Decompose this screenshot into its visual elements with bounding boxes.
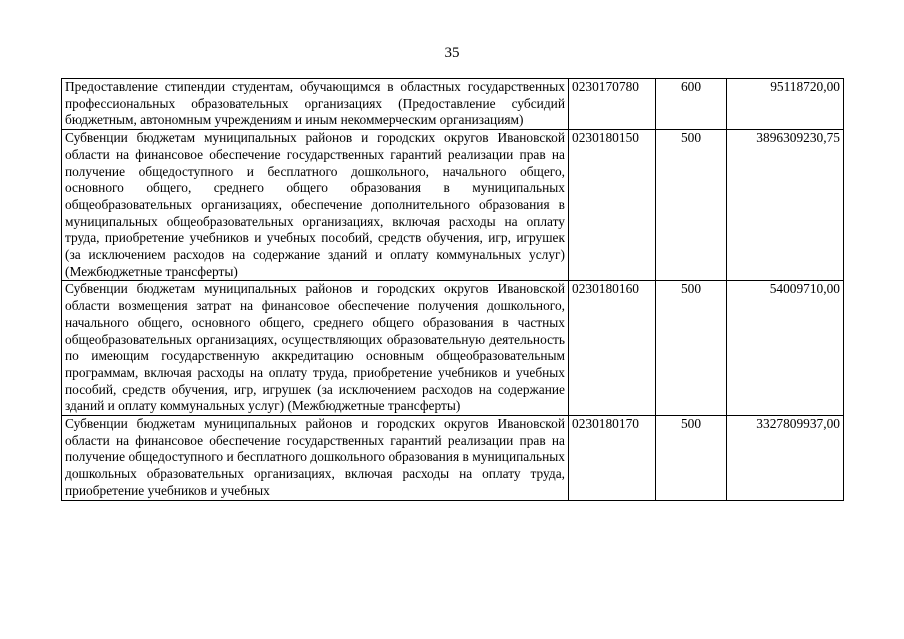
row-code-cell: 0230180150 bbox=[569, 130, 656, 281]
page-number: 35 bbox=[444, 45, 460, 61]
row-type-cell: 500 bbox=[656, 130, 727, 281]
row-name-cell: Субвенции бюджетам муниципальных районов и городских округов Ивановской области на финансовое обеспечение государственных гарантий реализации прав на получение общедоступного и бесплатного дошкольного, начального общего, основного общего, среднего общего образования в муниципальных общеобразовательных организациях, обеспечение дополнительного образования в муниципальных общеобразовательных организациях, включая расходы на оплату труда, приобретение учебников и учебных пособий, средств обучения, игр, игрушек (за исключением расходов на содержание зданий и оплату коммунальных услуг) (Межбюджетные трансферты) bbox=[62, 130, 569, 281]
row-type-cell: 600 bbox=[656, 79, 727, 130]
table-row bbox=[62, 79, 844, 130]
budget-table bbox=[61, 78, 844, 501]
row-name-cell: Субвенции бюджетам муниципальных районов и городских округов Ивановской области возмещения затрат на финансовое обеспечение получения дошкольного, начального общего, основного общего, среднего общего образования в частных общеобразовательных организациях, осуществляющих образовательную деятельность по имеющим государственную аккредитацию основным общеобразовательным программам, включая расходы на оплату труда, приобретение учебников и учебных пособий, средств обучения, игр, игрушек (за исключением расходов на содержание зданий и оплату коммунальных услуг) (Межбюджетные трансферты) bbox=[62, 281, 569, 416]
row-code-cell: 0230180170 bbox=[569, 416, 656, 501]
row-code-cell: 0230170780 bbox=[569, 79, 656, 130]
row-code-cell: 0230180160 bbox=[569, 281, 656, 416]
table-row bbox=[62, 416, 844, 501]
table-row bbox=[62, 281, 844, 416]
row-sum-cell: 95118720,00 bbox=[727, 79, 844, 130]
row-name-cell bbox=[62, 416, 569, 501]
row-name-text: Субвенции бюджетам муниципальных районов и городских округов Ивановской области на финансовое обеспечение государственных гарантий реализации прав на получение общедоступного и бесплатного дошкольного образования в муниципальных дошкольных образовательных организациях, включая расходы на оплату труда, приобретение учебников и учебных bbox=[65, 416, 565, 498]
row-sum-cell: 3327809937,00 bbox=[727, 416, 844, 501]
row-type-cell: 500 bbox=[656, 416, 727, 501]
row-sum-cell: 3896309230,75 bbox=[727, 130, 844, 281]
row-sum-cell: 54009710,00 bbox=[727, 281, 844, 416]
table-row bbox=[62, 130, 844, 281]
row-name-cell: Предоставление стипендии студентам, обучающимся в областных государственных профессиональных образовательных организациях (Предоставление субсидий бюджетным, автономным учреждениям и иным некоммерческим организациям) bbox=[62, 79, 569, 130]
row-type-cell: 500 bbox=[656, 281, 727, 416]
